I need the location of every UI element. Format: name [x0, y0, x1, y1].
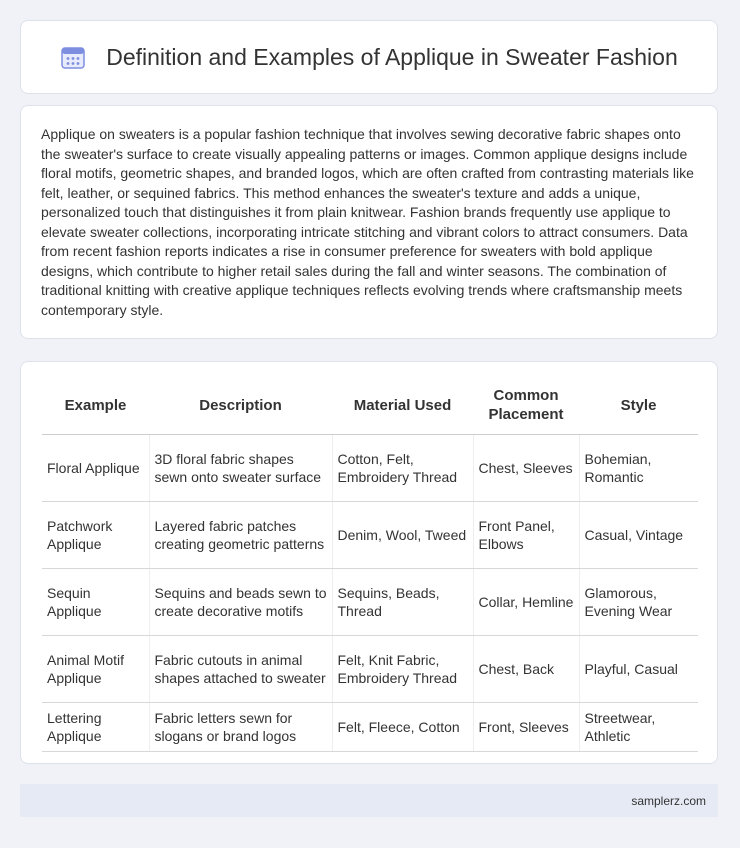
- table-row: [42, 703, 698, 752]
- table-cell: Fabric cutouts in animal shapes attached to sweater: [149, 636, 332, 703]
- table-header-row: [42, 382, 698, 435]
- column-header: Material Used: [332, 382, 473, 435]
- table-cell: Sequin Applique: [42, 569, 149, 636]
- footer-bar: [20, 784, 718, 817]
- table-cell: Streetwear, Athletic: [579, 703, 698, 752]
- table-cell: Casual, Vintage: [579, 502, 698, 569]
- table-cell: Bohemian, Romantic: [579, 435, 698, 502]
- intro-paragraph: Applique on sweaters is a popular fashion technique that involves sewing decorative fabric shapes onto the sweater's surface to create visually appealing patterns or images. Common applique designs include floral motifs, geometric shapes, and branded logos, which are often crafted from contrasting materials like felt, leather, or sequined fabrics. This method enhances the sweater's texture and adds a unique, personalized touch that distinguishes it from plain knitwear. Fashion brands frequently use applique to elevate sweater collections, incorporating intricate stitching and vibrant colors to attract consumers. Data from recent fashion reports indicates a rise in consumer preference for sweaters with bold applique designs, which contribute to higher retail sales during the fall and winter seasons. The combination of traditional knitting with creative applique techniques reflects evolving trends where craftsmanship meets contemporary style.: [41, 126, 694, 318]
- table-cell: Animal Motif Applique: [42, 636, 149, 703]
- intro-card: [20, 105, 718, 339]
- page-title: Definition and Examples of Applique in Sweater Fashion: [106, 43, 678, 70]
- table-cell: Felt, Fleece, Cotton: [332, 703, 473, 752]
- header-card: [20, 20, 718, 94]
- applique-table: [42, 382, 698, 752]
- table-row: [42, 636, 698, 703]
- column-header: Style: [579, 382, 698, 435]
- table-cell: Denim, Wool, Tweed: [332, 502, 473, 569]
- table-cell: 3D floral fabric shapes sewn onto sweater surface: [149, 435, 332, 502]
- table-cell: Chest, Sleeves: [473, 435, 579, 502]
- table-cell: Patchwork Applique: [42, 502, 149, 569]
- table-cell: Layered fabric patches creating geometric patterns: [149, 502, 332, 569]
- calendar-icon: [60, 44, 86, 70]
- table-cell: Collar, Hemline: [473, 569, 579, 636]
- table-cell: Front, Sleeves: [473, 703, 579, 752]
- column-header: Common Placement: [473, 382, 579, 435]
- table-cell: Felt, Knit Fabric, Embroidery Thread: [332, 636, 473, 703]
- table-cell: Cotton, Felt, Embroidery Thread: [332, 435, 473, 502]
- source-label[interactable]: samplerz.com: [631, 793, 706, 808]
- table-cell: Chest, Back: [473, 636, 579, 703]
- table-cell: Lettering Applique: [42, 703, 149, 752]
- table-row: [42, 569, 698, 636]
- table-row: [42, 502, 698, 569]
- table-cell: Fabric letters sewn for slogans or brand logos: [149, 703, 332, 752]
- table-card: [20, 361, 718, 764]
- table-cell: Sequins, Beads, Thread: [332, 569, 473, 636]
- table-cell: Sequins and beads sewn to create decorative motifs: [149, 569, 332, 636]
- table-cell: Floral Applique: [42, 435, 149, 502]
- table-row: [42, 435, 698, 502]
- column-header: Example: [42, 382, 149, 435]
- table-cell: Playful, Casual: [579, 636, 698, 703]
- table-cell: Front Panel, Elbows: [473, 502, 579, 569]
- column-header: Description: [149, 382, 332, 435]
- table-cell: Glamorous, Evening Wear: [579, 569, 698, 636]
